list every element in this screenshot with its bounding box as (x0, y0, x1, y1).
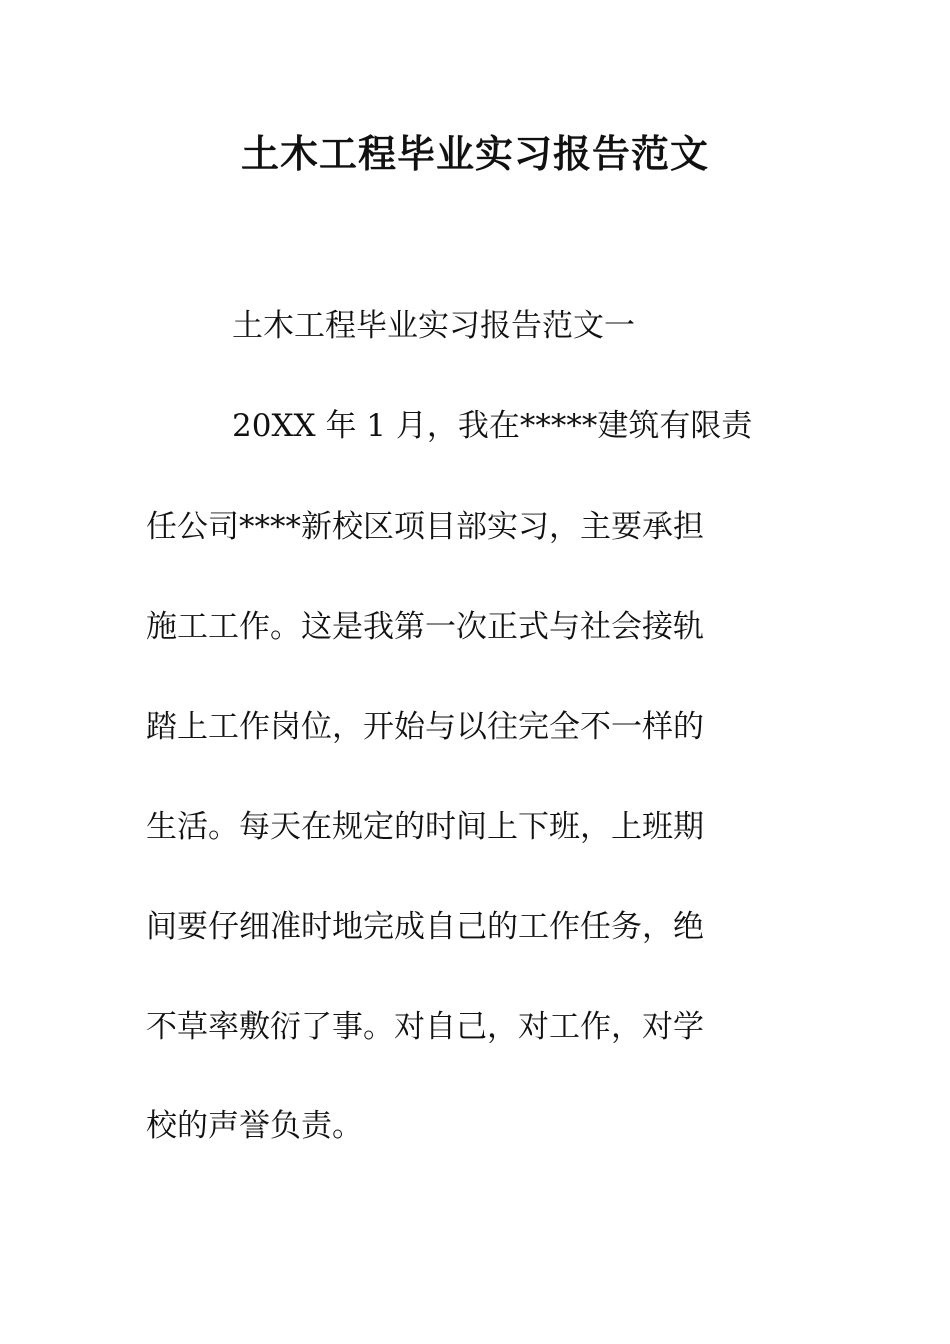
paragraph-line-3: 施工工作。这是我第一次正式与社会接轨 (146, 609, 704, 645)
paragraph-line-6: 间要仔细准时地完成自己的工作任务，绝 (146, 909, 704, 945)
section-heading: 土木工程毕业实习报告范文一 (232, 308, 635, 344)
paragraph-line-2: 任公司****新校区项目部实习，主要承担 (146, 509, 704, 545)
document-title: 土木工程毕业实习报告范文 (240, 131, 709, 176)
paragraph-line-7: 不草率敷衍了事。对自己，对工作，对学 (146, 1009, 704, 1045)
paragraph-line-5: 生活。每天在规定的时间上下班，上班期 (146, 809, 704, 845)
paragraph-line-8: 校的声誉负责。 (146, 1108, 363, 1144)
paragraph-line-1: 20XX 年 1 月，我在*****建筑有限责 (232, 408, 753, 444)
paragraph-line-4: 踏上工作岗位，开始与以往完全不一样的 (146, 709, 704, 745)
